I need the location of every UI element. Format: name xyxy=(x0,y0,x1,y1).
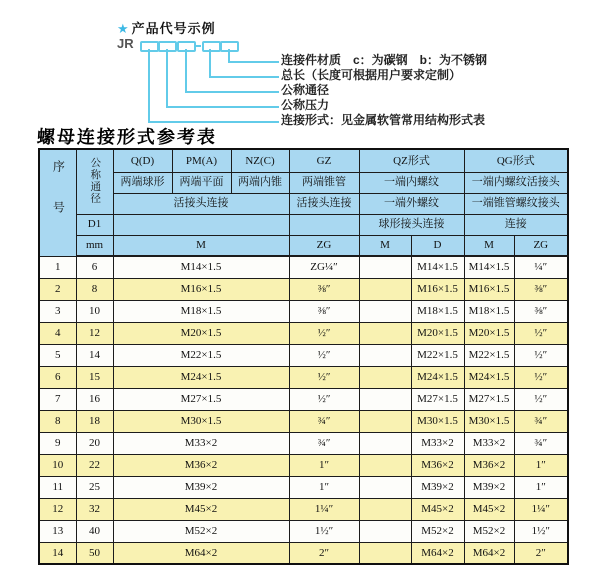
cell-qz-m xyxy=(359,542,411,564)
label-material: 连接件材质 c：为碳钢 b：为不锈钢 xyxy=(281,53,488,67)
cell-seq: 3 xyxy=(39,300,76,322)
label-diameter: 公称通径 xyxy=(281,83,330,97)
cell-zg: ¾″ xyxy=(289,432,359,454)
label-pressure: 公称压力 xyxy=(281,98,330,112)
diagram-heading-text: 产品代号示例 xyxy=(131,21,216,36)
cell-qg-zg: 1″ xyxy=(514,476,568,498)
cell-zg: 1″ xyxy=(289,476,359,498)
table-row xyxy=(39,322,568,344)
header-empty-union xyxy=(113,214,289,235)
table-row xyxy=(39,278,568,300)
header-dn xyxy=(76,149,113,214)
cell-m: M27×1.5 xyxy=(113,388,289,410)
cell-dn: 10 xyxy=(76,300,113,322)
cell-qg-zg: ¾″ xyxy=(514,410,568,432)
cell-dn: 40 xyxy=(76,520,113,542)
cell-zg: 1¼″ xyxy=(289,498,359,520)
cell-qg-m: M30×1.5 xyxy=(464,410,514,432)
table-row xyxy=(39,498,568,520)
star-icon: ★ xyxy=(117,21,130,36)
header-qz-row4: 球形接头连接 xyxy=(359,214,464,235)
cell-dn: 18 xyxy=(76,410,113,432)
cell-qg-zg: ½″ xyxy=(514,388,568,410)
cell-zg: ZG¼″ xyxy=(289,256,359,278)
header-nz: NZ(C) xyxy=(231,149,289,172)
cell-qg-m: M18×1.5 xyxy=(464,300,514,322)
cell-dn: 12 xyxy=(76,322,113,344)
cell-dn: 6 xyxy=(76,256,113,278)
cell-seq: 8 xyxy=(39,410,76,432)
cell-dn: 15 xyxy=(76,366,113,388)
cell-qg-m: M27×1.5 xyxy=(464,388,514,410)
table-row xyxy=(39,388,568,410)
connector-line-connection xyxy=(148,49,279,123)
cell-seq: 6 xyxy=(39,366,76,388)
header-qz-m: M xyxy=(359,235,411,256)
cell-qz-d: M24×1.5 xyxy=(411,366,464,388)
header-qg-row3: 一端锥管螺纹接头 xyxy=(464,193,568,214)
cell-qz-m xyxy=(359,520,411,542)
cell-qz-d: M39×2 xyxy=(411,476,464,498)
cell-seq: 4 xyxy=(39,322,76,344)
header-gz: GZ xyxy=(289,149,359,172)
header-qg-row4: 连接 xyxy=(464,214,568,235)
header-seq xyxy=(39,149,76,256)
cell-qz-m xyxy=(359,388,411,410)
cell-zg: ½″ xyxy=(289,388,359,410)
header-union-connection: 活接头连接 xyxy=(113,193,289,214)
cell-qg-zg: 2″ xyxy=(514,542,568,564)
cell-qg-zg: ¼″ xyxy=(514,256,568,278)
cell-zg: ⅜″ xyxy=(289,278,359,300)
cell-m: M39×2 xyxy=(113,476,289,498)
cell-qg-m: M33×2 xyxy=(464,432,514,454)
cell-seq: 5 xyxy=(39,344,76,366)
cell-dn: 50 xyxy=(76,542,113,564)
cell-qz-m xyxy=(359,454,411,476)
table-row xyxy=(39,520,568,542)
table-row xyxy=(39,300,568,322)
cell-dn: 20 xyxy=(76,432,113,454)
cell-dn: 8 xyxy=(76,278,113,300)
cell-qz-m xyxy=(359,432,411,454)
cell-dn: 14 xyxy=(76,344,113,366)
table-title: 螺母连接形式参考表 xyxy=(36,127,218,147)
cell-qg-m: M20×1.5 xyxy=(464,322,514,344)
header-qg-m: M xyxy=(464,235,514,256)
cell-zg: ½″ xyxy=(289,344,359,366)
header-qg: QG形式 xyxy=(464,149,568,172)
cell-qg-m: M22×1.5 xyxy=(464,344,514,366)
cell-qz-d: M30×1.5 xyxy=(411,410,464,432)
header-seq-label: 序号 xyxy=(51,160,66,242)
cell-seq: 10 xyxy=(39,454,76,476)
header-empty-gz xyxy=(289,214,359,235)
cell-zg: ⅜″ xyxy=(289,300,359,322)
cell-qz-m xyxy=(359,498,411,520)
header-q: Q(D) xyxy=(113,149,172,172)
cell-dn: 25 xyxy=(76,476,113,498)
header-pm-sub: 两端平面 xyxy=(172,172,231,193)
table-row xyxy=(39,542,568,564)
cell-qg-zg: ½″ xyxy=(514,344,568,366)
header-qz-row3: 一端外螺纹 xyxy=(359,193,464,214)
cell-zg: ½″ xyxy=(289,322,359,344)
cell-qz-d: M14×1.5 xyxy=(411,256,464,278)
cell-qg-m: M52×2 xyxy=(464,520,514,542)
cell-qg-zg: ⅜″ xyxy=(514,300,568,322)
header-m: M xyxy=(113,235,289,256)
header-qz-d: D xyxy=(411,235,464,256)
cell-zg: ¾″ xyxy=(289,410,359,432)
cell-qz-d: M36×2 xyxy=(411,454,464,476)
cell-qz-m xyxy=(359,366,411,388)
cell-m: M33×2 xyxy=(113,432,289,454)
table-row xyxy=(39,344,568,366)
cell-qz-d: M33×2 xyxy=(411,432,464,454)
header-qg-zg: ZG xyxy=(514,235,568,256)
cell-qz-m xyxy=(359,344,411,366)
cell-m: M22×1.5 xyxy=(113,344,289,366)
cell-zg: 2″ xyxy=(289,542,359,564)
cell-seq: 12 xyxy=(39,498,76,520)
table-row xyxy=(39,256,568,278)
cell-m: M18×1.5 xyxy=(113,300,289,322)
code-prefix: JR xyxy=(117,36,134,51)
nut-connection-reference-table xyxy=(38,148,569,565)
header-qg-row2: 一端内螺纹活接头 xyxy=(464,172,568,193)
header-zg: ZG xyxy=(289,235,359,256)
cell-m: M14×1.5 xyxy=(113,256,289,278)
label-connection: 连接形式：见金属软管常用结构形式表 xyxy=(281,113,486,127)
header-q-sub: 两端球形 xyxy=(113,172,172,193)
header-gz-sub: 两端锥管 xyxy=(289,172,359,193)
header-dn-label: 公称通径 xyxy=(89,156,101,204)
cell-m: M45×2 xyxy=(113,498,289,520)
cell-qz-m xyxy=(359,278,411,300)
cell-qg-m: M16×1.5 xyxy=(464,278,514,300)
cell-qz-m xyxy=(359,256,411,278)
cell-qg-m: M45×2 xyxy=(464,498,514,520)
cell-seq: 9 xyxy=(39,432,76,454)
cell-qg-zg: ½″ xyxy=(514,322,568,344)
header-pm: PM(A) xyxy=(172,149,231,172)
cell-qg-zg: ½″ xyxy=(514,366,568,388)
header-gz-connection: 活接头连接 xyxy=(289,193,359,214)
cell-qz-d: M22×1.5 xyxy=(411,344,464,366)
cell-m: M30×1.5 xyxy=(113,410,289,432)
cell-qg-zg: ¾″ xyxy=(514,432,568,454)
cell-m: M64×2 xyxy=(113,542,289,564)
cell-qz-m xyxy=(359,300,411,322)
cell-qz-m xyxy=(359,322,411,344)
table-row xyxy=(39,454,568,476)
cell-dn: 22 xyxy=(76,454,113,476)
cell-qz-d: M16×1.5 xyxy=(411,278,464,300)
cell-seq: 1 xyxy=(39,256,76,278)
header-mm: mm xyxy=(76,235,113,256)
cell-qg-zg: 1½″ xyxy=(514,520,568,542)
cell-seq: 14 xyxy=(39,542,76,564)
cell-qz-d: M27×1.5 xyxy=(411,388,464,410)
cell-seq: 13 xyxy=(39,520,76,542)
cell-seq: 11 xyxy=(39,476,76,498)
cell-m: M52×2 xyxy=(113,520,289,542)
cell-qg-zg: 1¼″ xyxy=(514,498,568,520)
header-qz: QZ形式 xyxy=(359,149,464,172)
cell-qz-d: M20×1.5 xyxy=(411,322,464,344)
cell-qz-d: M64×2 xyxy=(411,542,464,564)
cell-qz-d: M52×2 xyxy=(411,520,464,542)
cell-zg: 1½″ xyxy=(289,520,359,542)
header-nz-sub: 两端内锥 xyxy=(231,172,289,193)
cell-qz-m xyxy=(359,476,411,498)
cell-dn: 32 xyxy=(76,498,113,520)
header-qz-row2: 一端内螺纹 xyxy=(359,172,464,193)
table-row xyxy=(39,476,568,498)
cell-qz-d: M18×1.5 xyxy=(411,300,464,322)
cell-zg: 1″ xyxy=(289,454,359,476)
diagram-heading xyxy=(117,18,216,37)
cell-m: M24×1.5 xyxy=(113,366,289,388)
cell-qg-m: M14×1.5 xyxy=(464,256,514,278)
cell-seq: 7 xyxy=(39,388,76,410)
cell-dn: 16 xyxy=(76,388,113,410)
cell-seq: 2 xyxy=(39,278,76,300)
cell-qg-m: M64×2 xyxy=(464,542,514,564)
table-row xyxy=(39,366,568,388)
cell-m: M16×1.5 xyxy=(113,278,289,300)
cell-qg-m: M24×1.5 xyxy=(464,366,514,388)
cell-qg-m: M36×2 xyxy=(464,454,514,476)
cell-m: M20×1.5 xyxy=(113,322,289,344)
cell-qg-zg: ⅜″ xyxy=(514,278,568,300)
cell-m: M36×2 xyxy=(113,454,289,476)
cell-qg-zg: 1″ xyxy=(514,454,568,476)
header-d1: D1 xyxy=(76,214,113,235)
cell-qz-m xyxy=(359,410,411,432)
table-row xyxy=(39,432,568,454)
cell-qz-d: M45×2 xyxy=(411,498,464,520)
cell-qg-m: M39×2 xyxy=(464,476,514,498)
table-row xyxy=(39,410,568,432)
code-dash xyxy=(194,45,201,47)
cell-zg: ½″ xyxy=(289,366,359,388)
label-length: 总长（长度可根据用户要求定制） xyxy=(281,68,462,82)
